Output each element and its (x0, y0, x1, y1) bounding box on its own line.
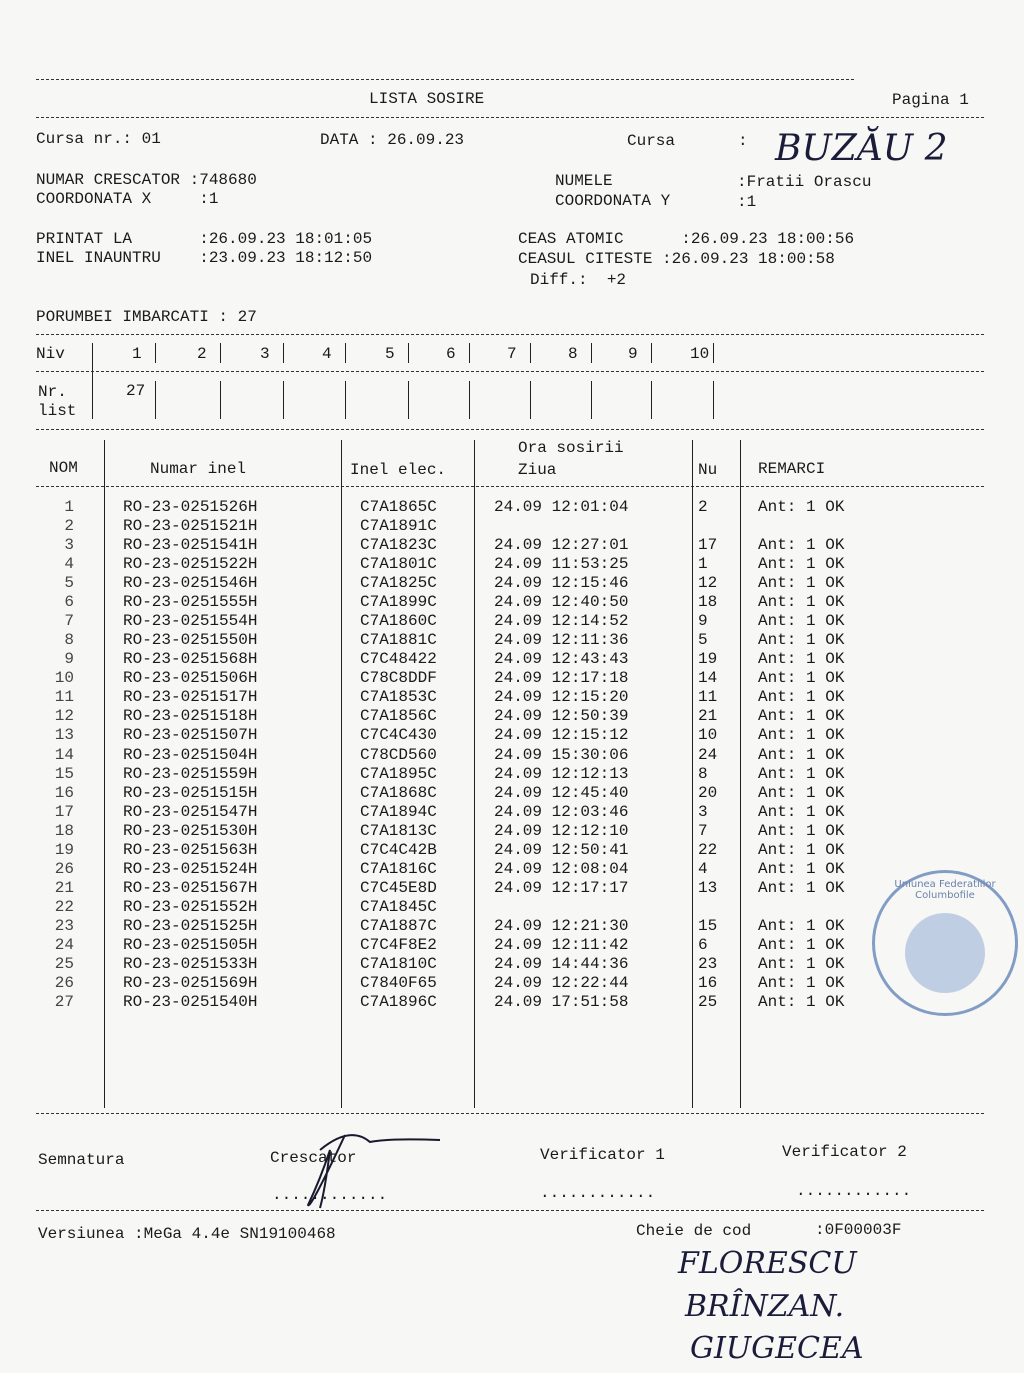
divider (36, 334, 984, 335)
cell-ring-number: RO-23-0251525H (123, 916, 258, 935)
cell-remarks: Ant: 1 OK (758, 669, 845, 688)
level-separator (591, 381, 592, 419)
cell-ring-number: RO-23-0251506H (123, 669, 258, 688)
name-label: NUMELE (555, 172, 613, 190)
cell-remarks: Ant: 1 OK (758, 993, 845, 1012)
level-separator (283, 343, 284, 363)
cell-rank: 8 (698, 764, 708, 783)
cell-electronic-ring: C7A1896C (360, 993, 437, 1012)
column-line (341, 440, 342, 1108)
cell-ring-number: RO-23-0251517H (123, 688, 258, 707)
cell-remarks: Ant: 1 OK (758, 802, 845, 821)
divider (36, 1210, 984, 1211)
cell-electronic-ring: C7A1810C (360, 954, 437, 973)
cell-ring-number: RO-23-0251555H (123, 593, 258, 612)
coord-y: :1 (737, 193, 757, 211)
cell-remarks: Ant: 1 OK (758, 916, 845, 935)
cell-nom: 8 (64, 631, 74, 650)
cell-remarks: Ant: 1 OK (758, 688, 845, 707)
cell-arrival-time: 24.09 12:43:43 (494, 650, 629, 669)
col-day: Ziua (518, 461, 557, 479)
col-ring-number: Numar inel (150, 460, 247, 478)
version: Versiunea :MeGa 4.4e SN19100468 (38, 1225, 336, 1243)
cell-remarks: Ant: 1 OK (758, 821, 845, 840)
cell-arrival-time: 24.09 11:53:25 (494, 555, 629, 574)
level-separator (283, 381, 284, 419)
cell-arrival-time: 24.09 12:21:30 (494, 916, 629, 935)
col-nu: Nu (698, 461, 718, 479)
cell-nom: 1 (64, 498, 74, 516)
cell-electronic-ring: C7840F65 (360, 974, 437, 992)
cell-ring-number: RO-23-0251547H (123, 802, 258, 821)
cell-remarks: Ant: 1 OK (758, 593, 845, 612)
level-separator (651, 343, 652, 363)
cell-nom: 23 (54, 916, 74, 935)
cell-remarks: Ant: 1 OK (758, 726, 845, 745)
cell-nom: 4 (64, 555, 74, 574)
col-electronic-ring: Inel elec. (350, 461, 447, 479)
cell-arrival-time: 24.09 12:03:46 (494, 802, 629, 821)
cell-electronic-ring: C7A1894C (360, 802, 437, 821)
cell-arrival-time: 24.09 12:15:20 (494, 688, 629, 707)
clock-reads: CEASUL CITESTE :26.09.23 18:00:58 (518, 250, 835, 268)
cell-rank: 20 (698, 783, 718, 802)
cell-rank: 10 (698, 726, 718, 745)
cell-electronic-ring: C7C48422 (360, 650, 437, 669)
document-title: LISTA SOSIRE (369, 90, 485, 108)
level-separator (345, 381, 346, 419)
level-separator (220, 381, 221, 419)
cell-arrival-time: 24.09 12:14:52 (494, 612, 629, 631)
cell-rank: 6 (698, 935, 708, 954)
cell-ring-number: RO-23-0251568H (123, 650, 258, 669)
race-number: Cursa nr.: 01 (36, 130, 161, 148)
level-10: 10 (690, 345, 710, 363)
cell-electronic-ring: C7A1899C (360, 593, 437, 612)
cell-remarks: Ant: 1 OK (758, 840, 845, 859)
cell-arrival-time: 24.09 12:27:01 (494, 536, 629, 555)
cell-electronic-ring: C7A1823C (360, 536, 437, 555)
signature-line: ............ (272, 1186, 388, 1204)
divider (36, 486, 984, 487)
cell-electronic-ring: C7A1881C (360, 631, 437, 650)
column-line (740, 440, 741, 1108)
pigeons-boarded: PORUMBEI IMBARCATI : 27 (36, 308, 257, 326)
level-separator (469, 381, 470, 419)
cell-rank: 5 (698, 631, 708, 650)
cell-arrival-time: 24.09 12:11:36 (494, 631, 629, 650)
cell-nom: 13 (54, 726, 74, 745)
signature-line: ............ (796, 1182, 912, 1200)
breeder-signature-label: Crescator (270, 1149, 357, 1167)
cell-remarks: Ant: 1 OK (758, 974, 845, 992)
cell-remarks: Ant: 1 OK (758, 498, 845, 516)
cell-remarks: Ant: 1 OK (758, 707, 845, 726)
cell-ring-number: RO-23-0251569H (123, 974, 258, 992)
cell-arrival-time: 24.09 12:12:13 (494, 764, 629, 783)
cell-rank: 19 (698, 650, 718, 669)
cell-rank: 18 (698, 593, 718, 612)
cell-electronic-ring: C7A1856C (360, 707, 437, 726)
cell-rank: 13 (698, 878, 718, 897)
verifier2-label: Verificator 2 (782, 1143, 907, 1161)
cell-ring-number: RO-23-0251567H (123, 878, 258, 897)
cell-nom: 10 (54, 669, 74, 688)
cell-electronic-ring: C7A1865C (360, 498, 437, 516)
level-separator (345, 343, 346, 363)
cell-ring-number: RO-23-0251563H (123, 840, 258, 859)
cell-rank: 22 (698, 840, 718, 859)
column-line (104, 440, 105, 1108)
cell-electronic-ring: C7A1860C (360, 612, 437, 631)
cell-arrival-time: 24.09 12:22:44 (494, 974, 629, 992)
cell-rank: 11 (698, 688, 718, 707)
page-number: Pagina 1 (892, 91, 969, 109)
cell-remarks: Ant: 1 OK (758, 783, 845, 802)
level-separator (155, 343, 156, 363)
cell-remarks: Ant: 1 OK (758, 612, 845, 631)
level-count: 27 (126, 382, 146, 400)
clock-diff: Diff.: +2 (530, 271, 627, 289)
cell-electronic-ring: C7A1816C (360, 859, 437, 878)
cell-ring-number: RO-23-0251521H (123, 517, 258, 536)
cell-arrival-time: 24.09 15:30:06 (494, 745, 629, 764)
cell-electronic-ring: C7A1868C (360, 783, 437, 802)
cell-nom: 9 (64, 650, 74, 669)
level-label: Niv (36, 345, 65, 363)
cell-ring-number: RO-23-0251530H (123, 821, 258, 840)
breeder-signature (290, 1120, 450, 1215)
cell-electronic-ring: C78CD560 (360, 745, 437, 764)
handwritten-name: GIUGECEA (690, 1331, 864, 1366)
cell-remarks: Ant: 1 OK (758, 764, 845, 783)
cell-rank: 3 (698, 802, 708, 821)
handwritten-race-name: BUZĂU 2 (775, 128, 948, 169)
level-1: 1 (132, 345, 142, 363)
breeder-number: NUMAR CRESCATOR :748680 (36, 171, 257, 189)
breeder-name: :Fratii Orascu (737, 173, 872, 191)
level-7: 7 (507, 345, 517, 363)
cell-nom: 6 (64, 593, 74, 612)
level-6: 6 (446, 345, 456, 363)
level-5: 5 (385, 345, 395, 363)
cell-ring-number: RO-23-0251504H (123, 745, 258, 764)
level-separator (408, 343, 409, 363)
cell-nom: 5 (64, 574, 74, 593)
cell-arrival-time: 24.09 12:12:10 (494, 821, 629, 840)
coord-y-label: COORDONATA Y (555, 192, 671, 210)
list-label-list: list (38, 402, 77, 420)
cell-arrival-time: 24.09 14:44:36 (494, 954, 629, 973)
cell-nom: 27 (54, 993, 74, 1012)
cell-rank: 23 (698, 954, 718, 973)
cell-nom: 2 (64, 517, 74, 536)
cell-remarks: Ant: 1 OK (758, 536, 845, 555)
cell-nom: 22 (54, 897, 74, 916)
cell-ring-number: RO-23-0251518H (123, 707, 258, 726)
cell-electronic-ring: C7C45E8D (360, 878, 437, 897)
col-remarks: REMARCI (758, 460, 826, 478)
cell-rank: 1 (698, 555, 708, 574)
cell-ring-number: RO-23-0251540H (123, 993, 258, 1012)
race-sep: : (738, 132, 748, 150)
signature-line: ............ (540, 1184, 656, 1202)
cell-electronic-ring: C7C4F8E2 (360, 935, 437, 954)
level-separator (713, 381, 714, 419)
cell-rank: 12 (698, 574, 718, 593)
level-3: 3 (260, 345, 270, 363)
cell-electronic-ring: C7A1891C (360, 517, 437, 536)
cell-nom: 24 (54, 935, 74, 954)
level-separator (591, 343, 592, 363)
cell-arrival-time: 24.09 12:17:17 (494, 878, 629, 897)
cell-electronic-ring: C7A1895C (360, 764, 437, 783)
cell-nom: 14 (54, 745, 74, 764)
cell-nom: 26 (54, 859, 74, 878)
level-4: 4 (322, 345, 332, 363)
cell-nom: 15 (54, 764, 74, 783)
cell-nom: 16 (54, 783, 74, 802)
cell-ring-number: RO-23-0251505H (123, 935, 258, 954)
cell-electronic-ring: C7A1845C (360, 897, 437, 916)
level-separator (530, 381, 531, 419)
cell-electronic-ring: C7A1813C (360, 821, 437, 840)
cell-remarks: Ant: 1 OK (758, 745, 845, 764)
cell-nom: 26 (54, 974, 74, 992)
divider (36, 117, 984, 118)
cell-rank: 9 (698, 612, 708, 631)
signature-label: Semnatura (38, 1151, 125, 1169)
cell-arrival-time: 24.09 12:01:04 (494, 498, 629, 516)
cell-remarks: Ant: 1 OK (758, 631, 845, 650)
cell-nom: 17 (54, 802, 74, 821)
level-8: 8 (568, 345, 578, 363)
cell-remarks: Ant: 1 OK (758, 935, 845, 954)
cell-electronic-ring: C7A1825C (360, 574, 437, 593)
cell-remarks: Ant: 1 OK (758, 650, 845, 669)
level-separator (408, 381, 409, 419)
level-separator (220, 343, 221, 363)
divider (36, 79, 854, 80)
cell-nom: 12 (54, 707, 74, 726)
cell-electronic-ring: C7C4C42B (360, 840, 437, 859)
code-key-label: Cheie de cod (636, 1222, 752, 1240)
verifier1-label: Verificator 1 (540, 1146, 665, 1164)
level-separator (155, 381, 156, 419)
cell-arrival-time: 24.09 17:51:58 (494, 993, 629, 1012)
code-key: :0F00003F (815, 1221, 902, 1239)
official-stamp (872, 870, 1018, 1016)
cell-arrival-time: 24.09 12:40:50 (494, 593, 629, 612)
level-9: 9 (628, 345, 638, 363)
ring-inside: INEL INAUNTRU :23.09.23 18:12:50 (36, 249, 373, 267)
cell-arrival-time: 24.09 12:15:46 (494, 574, 629, 593)
coord-x: COORDONATA X :1 (36, 190, 219, 208)
cell-electronic-ring: C7A1853C (360, 688, 437, 707)
cell-arrival-time: 24.09 12:17:18 (494, 669, 629, 688)
level-separator (530, 343, 531, 363)
cell-nom: 21 (54, 878, 74, 897)
cell-nom: 7 (64, 612, 74, 631)
cell-rank: 17 (698, 536, 718, 555)
cell-ring-number: RO-23-0251524H (123, 859, 258, 878)
divider (36, 429, 984, 430)
cell-nom: 3 (64, 536, 74, 555)
cell-ring-number: RO-23-0251526H (123, 498, 258, 516)
cell-ring-number: RO-23-0251552H (123, 897, 258, 916)
column-line (692, 440, 693, 1108)
cell-remarks: Ant: 1 OK (758, 954, 845, 973)
cell-rank: 21 (698, 707, 718, 726)
cell-arrival-time: 24.09 12:08:04 (494, 859, 629, 878)
level-2: 2 (197, 345, 207, 363)
cell-rank: 15 (698, 916, 718, 935)
level-separator (651, 381, 652, 419)
cell-rank: 7 (698, 821, 708, 840)
divider (36, 1113, 984, 1114)
stamp-text: Uniunea Federatiilor Columbofile (894, 879, 996, 901)
race-date: DATA : 26.09.23 (320, 131, 465, 149)
cell-ring-number: RO-23-0251522H (123, 555, 258, 574)
column-line (474, 440, 475, 1108)
cell-rank: 2 (698, 498, 708, 516)
cell-nom: 11 (54, 688, 74, 707)
atomic-clock: CEAS ATOMIC :26.09.23 18:00:56 (518, 230, 855, 248)
cell-rank: 16 (698, 974, 718, 992)
cell-electronic-ring: C7C4C430 (360, 726, 437, 745)
printed-at: PRINTAT LA :26.09.23 18:01:05 (36, 230, 373, 248)
divider (36, 371, 984, 372)
list-label-nr: Nr. (38, 383, 67, 401)
cell-ring-number: RO-23-0251533H (123, 954, 258, 973)
cell-nom: 18 (54, 821, 74, 840)
cell-ring-number: RO-23-0251507H (123, 726, 258, 745)
cell-arrival-time: 24.09 12:11:42 (494, 935, 629, 954)
cell-ring-number: RO-23-0251559H (123, 764, 258, 783)
cell-remarks: Ant: 1 OK (758, 574, 845, 593)
race-label: Cursa (627, 132, 676, 150)
cell-arrival-time: 24.09 12:45:40 (494, 783, 629, 802)
cell-electronic-ring: C7A1801C (360, 555, 437, 574)
cell-rank: 4 (698, 859, 708, 878)
cell-remarks: Ant: 1 OK (758, 859, 845, 878)
cell-ring-number: RO-23-0251550H (123, 631, 258, 650)
cell-ring-number: RO-23-0251541H (123, 536, 258, 555)
cell-rank: 14 (698, 669, 718, 688)
cell-nom: 25 (54, 954, 74, 973)
cell-nom: 19 (54, 840, 74, 859)
cell-ring-number: RO-23-0251554H (123, 612, 258, 631)
cell-arrival-time: 24.09 12:50:41 (494, 840, 629, 859)
cell-rank: 24 (698, 745, 718, 764)
cell-remarks: Ant: 1 OK (758, 878, 845, 897)
level-separator (92, 343, 93, 419)
cell-arrival-time: 24.09 12:50:39 (494, 707, 629, 726)
cell-ring-number: RO-23-0251515H (123, 783, 258, 802)
cell-electronic-ring: C78C8DDF (360, 669, 437, 688)
col-arrival-time: Ora sosirii (518, 439, 624, 457)
cell-ring-number: RO-23-0251546H (123, 574, 258, 593)
col-nom: NOM (49, 459, 78, 477)
cell-remarks: Ant: 1 OK (758, 555, 845, 574)
level-separator (469, 343, 470, 363)
level-separator (713, 343, 714, 363)
cell-arrival-time: 24.09 12:15:12 (494, 726, 629, 745)
handwritten-name: FLORESCU (678, 1246, 857, 1281)
cell-rank: 25 (698, 993, 718, 1012)
handwritten-name: BRÎNZAN. (685, 1289, 845, 1324)
cell-electronic-ring: C7A1887C (360, 916, 437, 935)
